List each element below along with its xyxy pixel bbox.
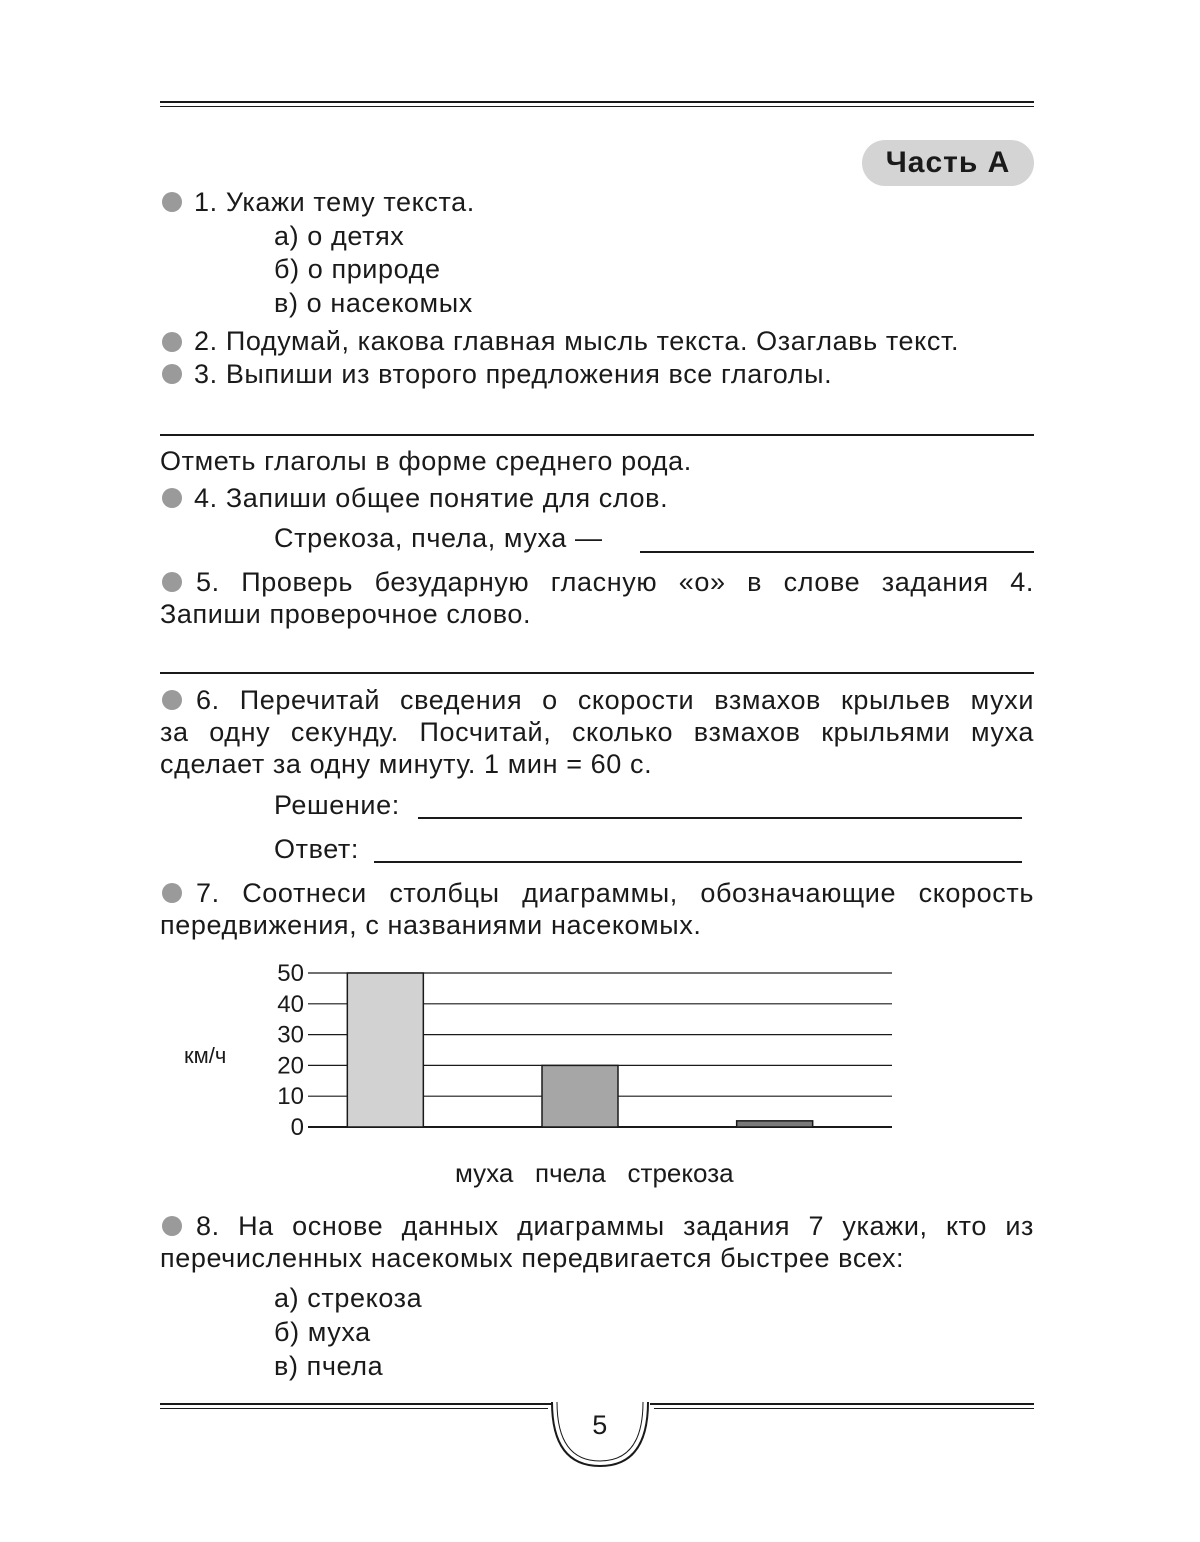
chart-y-tick-label: 30 (277, 1021, 304, 1049)
chart-bar (737, 1121, 813, 1127)
bottom-rule-left (160, 1403, 552, 1405)
bottom-rule-right-inner (654, 1408, 1034, 1409)
task-3-followup: Отметь глаголы в форме среднего рода. (160, 446, 692, 476)
task-5-line-1: 5. Проверь безударную гласную «о» в слове задания 4. (196, 567, 1034, 597)
task-1-option-b: б) о природе (274, 254, 441, 284)
task-1-text: 1. Укажи тему текста. (194, 187, 475, 217)
task-3-text: 3. Выпиши из второго предложения все глаголы. (194, 359, 833, 389)
bullet-icon (162, 488, 182, 508)
answer-line (160, 672, 1034, 674)
task-7-line-2: передвижения, с названиями насекомых. (160, 910, 702, 940)
task-8-option-a: а) стрекоза (274, 1283, 423, 1313)
task-4-words: Стрекоза, пчела, муха — (274, 523, 603, 553)
page-number: 5 (592, 1410, 608, 1440)
answer-label: Ответ: (274, 834, 359, 864)
chart-y-tick-label: 40 (277, 990, 304, 1018)
task-6-line-1: 6. Перечитай сведения о скорости взмахов крыльев мухи (196, 685, 1034, 715)
task-5-text (160, 566, 1034, 630)
task-7-text (160, 877, 1034, 941)
task-8-line-1: 8. На основе данных диаграммы задания 7 укажи, кто из (196, 1211, 1034, 1241)
solution-line (418, 817, 1022, 819)
task-8-option-b: б) муха (274, 1317, 371, 1347)
task-7-line-1: 7. Соотнеси столбцы диаграммы, обозначающие скорость (196, 878, 1034, 908)
bullet-icon (162, 332, 182, 352)
task-2-text: 2. Подумай, какова главная мысль текста. Озаглавь текст. (194, 326, 960, 356)
top-rule-inner (160, 106, 1034, 107)
task-8-option-c: в) пчела (274, 1351, 384, 1381)
task-8-text (160, 1210, 1034, 1274)
task-5-line-2: Запиши проверочное слово. (160, 599, 532, 629)
answer-line (640, 551, 1034, 553)
task-6-line-3: сделает за одну минуту. 1 мин = 60 с. (160, 749, 653, 779)
chart-y-axis-label: км/ч (184, 1043, 227, 1068)
chart-bar (542, 1065, 618, 1127)
chart-y-tick-label: 20 (277, 1052, 304, 1080)
bottom-rule-right (650, 1403, 1034, 1405)
task-8-line-2: перечисленных насекомых передвигается быстрее всех: (160, 1243, 905, 1273)
task-4-text: 4. Запиши общее понятие для слов. (194, 483, 669, 513)
bottom-rule-left-inner (160, 1408, 548, 1409)
answer-line (374, 861, 1022, 863)
task-1-option-a: а) о детях (274, 221, 405, 251)
task-6-text (160, 684, 1034, 780)
chart-names-caption: муха пчела стрекоза (455, 1158, 734, 1188)
task-6-line-2: за одну секунду. Посчитай, сколько взмахов крыльями муха (160, 717, 1034, 747)
chart-bar (347, 973, 423, 1127)
task-1-option-c: в) о насекомых (274, 288, 473, 318)
chart-y-tick-label: 50 (277, 960, 304, 987)
part-badge: Часть А (862, 140, 1034, 186)
solution-label: Решение: (274, 790, 400, 820)
bullet-icon (162, 192, 182, 212)
chart-y-tick-label: 0 (290, 1114, 304, 1141)
speed-bar-chart (170, 955, 910, 1195)
chart-y-tick-label: 10 (277, 1083, 304, 1111)
answer-line (160, 434, 1034, 436)
top-rule (160, 101, 1034, 103)
bullet-icon (162, 364, 182, 384)
